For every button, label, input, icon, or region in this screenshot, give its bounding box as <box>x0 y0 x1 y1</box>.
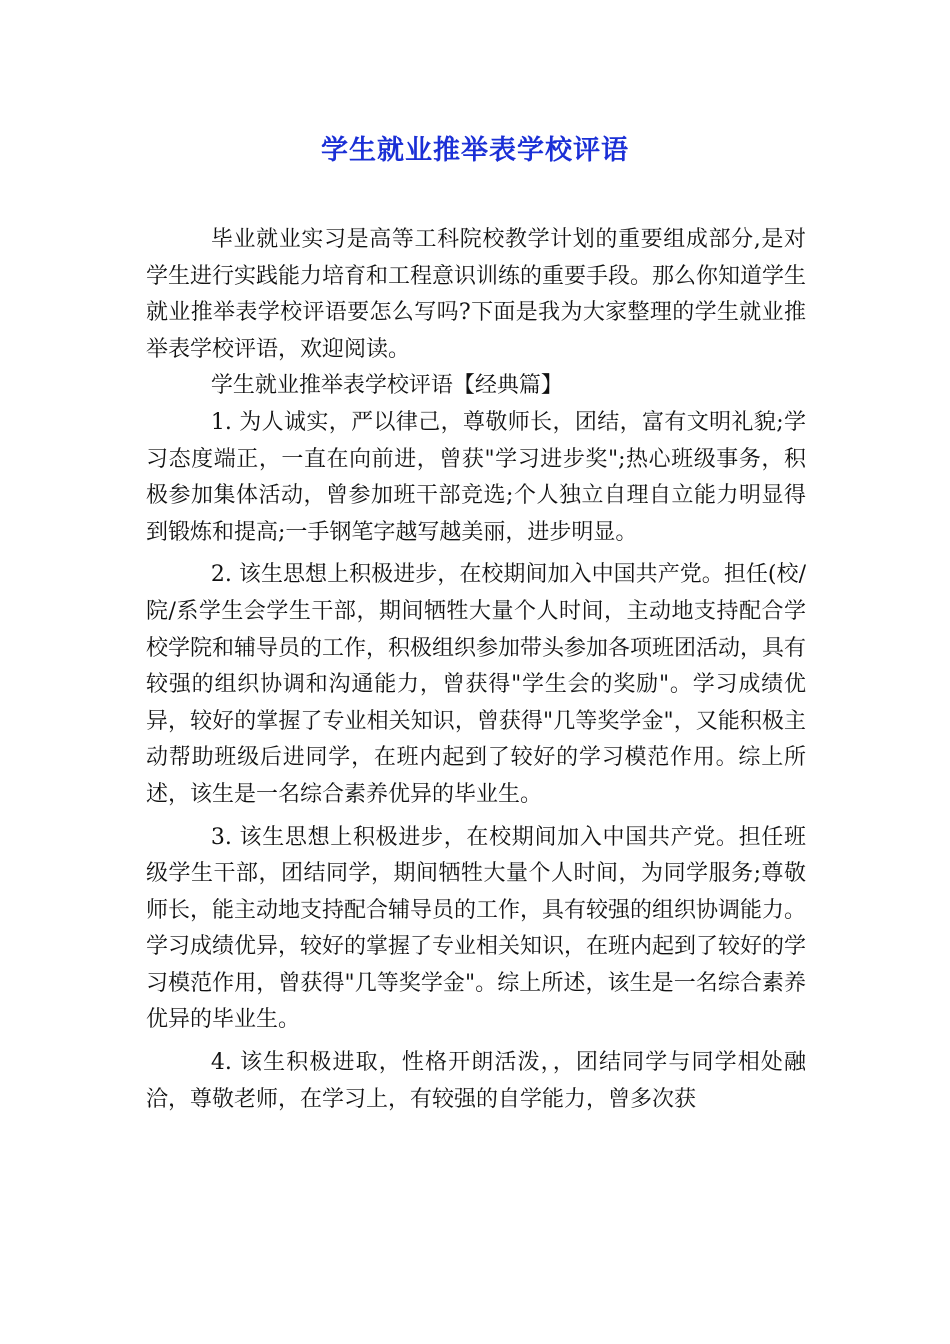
comment-paragraph-1: 1. 为人诚实，严以律己，尊敬师长，团结，富有文明礼貌;学习态度端正，一直在向前进，曾获"学习进步奖";热心班级事务，积极参加集体活动，曾参加班干部竞选;个人独立自理自立能力明显得到锻炼和提高;一手钢笔字越写越美丽，进步明显。 <box>146 409 806 545</box>
comment-paragraph-3: 3. 该生思想上积极进步，在校期间加入中国共产党。担任班级学生干部，团结同学，期间牺牲大量个人时间，为同学服务;尊敬师长，能主动地支持配合辅导员的工作，具有较强的组织协调能力。学习成绩优异，较好的掌握了专业相关知识，在班内起到了较好的学习模范作用，曾获得"几等奖学金"。综上所述，该生是一名综合素养优异的毕业生。 <box>146 824 807 1033</box>
document-title: 学生就业推举表学校评语 <box>321 135 629 166</box>
document-body <box>146 222 806 1118</box>
comment-paragraph-4: 4. 该生积极进取，性格开朗活泼，，团结同学与同学相处融洽，尊敬老师，在学习上，有较强的自学能力，曾多次获 <box>146 1050 806 1112</box>
intro-paragraph: 毕业就业实习是高等工科院校教学计划的重要组成部分,是对学生进行实践能力培育和工程意识训练的重要手段。那么你知道学生就业推举表学校评语要怎么写吗?下面是我为大家整理的学生就业推举表学校评语，欢迎阅读。 <box>146 227 807 362</box>
comment-paragraph-2: 2. 该生思想上积极进步，在校期间加入中国共产党。担任(校/院/系学生会学生干部，期间牺牲大量个人时间，主动地支持配合学校学院和辅导员的工作，积极组织参加带头参加各项班团活动，具有较强的组织协调和沟通能力，曾获得"学生会的奖励"。学习成绩优异，较好的掌握了专业相关知识，曾获得"几等奖学金"，又能积极主动帮助班级后进同学，在班内起到了较好的学习模范作用。综上所述，该生是一名综合素养优异的毕业生。 <box>146 562 807 807</box>
section-heading: 学生就业推举表学校评语【经典篇】 <box>210 373 563 399</box>
